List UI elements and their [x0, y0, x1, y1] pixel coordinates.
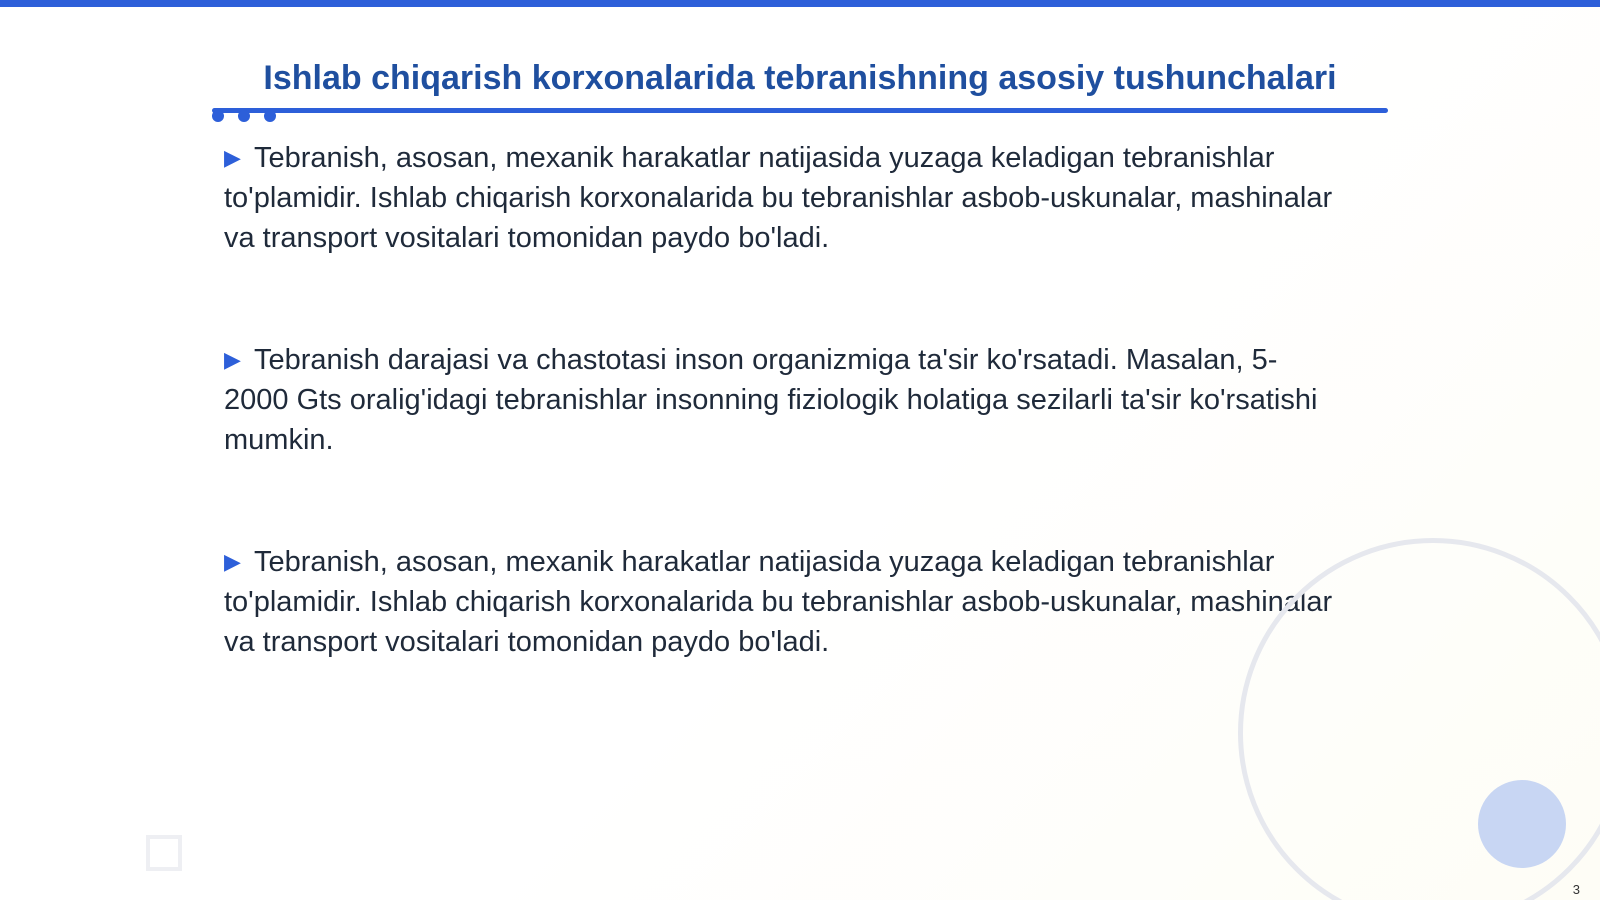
- title-underline: [212, 108, 1388, 113]
- triangle-bullet-icon: ▶: [224, 145, 241, 170]
- title-dots-decoration: [212, 110, 282, 124]
- bullet-item-3: [224, 542, 1336, 662]
- bullet-text: Tebranish, asosan, mexanik harakatlar natijasida yuzaga keladigan tebranishlar to'plamidir. Ishlab chiqarish korxonalarida bu tebranishlar asbob-uskunalar, mashinalar va transport vositalari tomonidan paydo bo'ladi.: [224, 142, 1333, 254]
- bullet-item-2: [224, 340, 1336, 460]
- page-number: 3: [1572, 882, 1580, 897]
- triangle-bullet-icon: ▶: [224, 347, 241, 372]
- bullet-item-1: [224, 138, 1336, 258]
- triangle-bullet-icon: ▶: [224, 549, 241, 574]
- slide-title: Ishlab chiqarish korxonalarida tebranishning asosiy tushunchalari: [263, 59, 1337, 97]
- decorative-circle: [1478, 780, 1566, 868]
- decoration-dot: [264, 110, 276, 122]
- bullet-text: Tebranish darajasi va chastotasi inson organizmiga ta'sir ko'rsatadi. Masalan, 5-2000 Gts oralig'idagi tebranishlar insonning fiziologik holatiga sezilarli ta'sir ko'rsatishi mumkin.: [224, 344, 1318, 456]
- decoration-dot: [212, 110, 224, 122]
- bullet-list: [224, 138, 1336, 744]
- bullet-text: Tebranish, asosan, mexanik harakatlar natijasida yuzaga keladigan tebranishlar to'plamidir. Ishlab chiqarish korxonalarida bu tebranishlar asbob-uskunalar, mashinalar va transport vositalari tomonidan paydo bo'ladi.: [224, 546, 1333, 658]
- top-accent-bar: [0, 0, 1600, 7]
- decorative-square: [146, 835, 182, 871]
- decoration-dot: [238, 110, 250, 122]
